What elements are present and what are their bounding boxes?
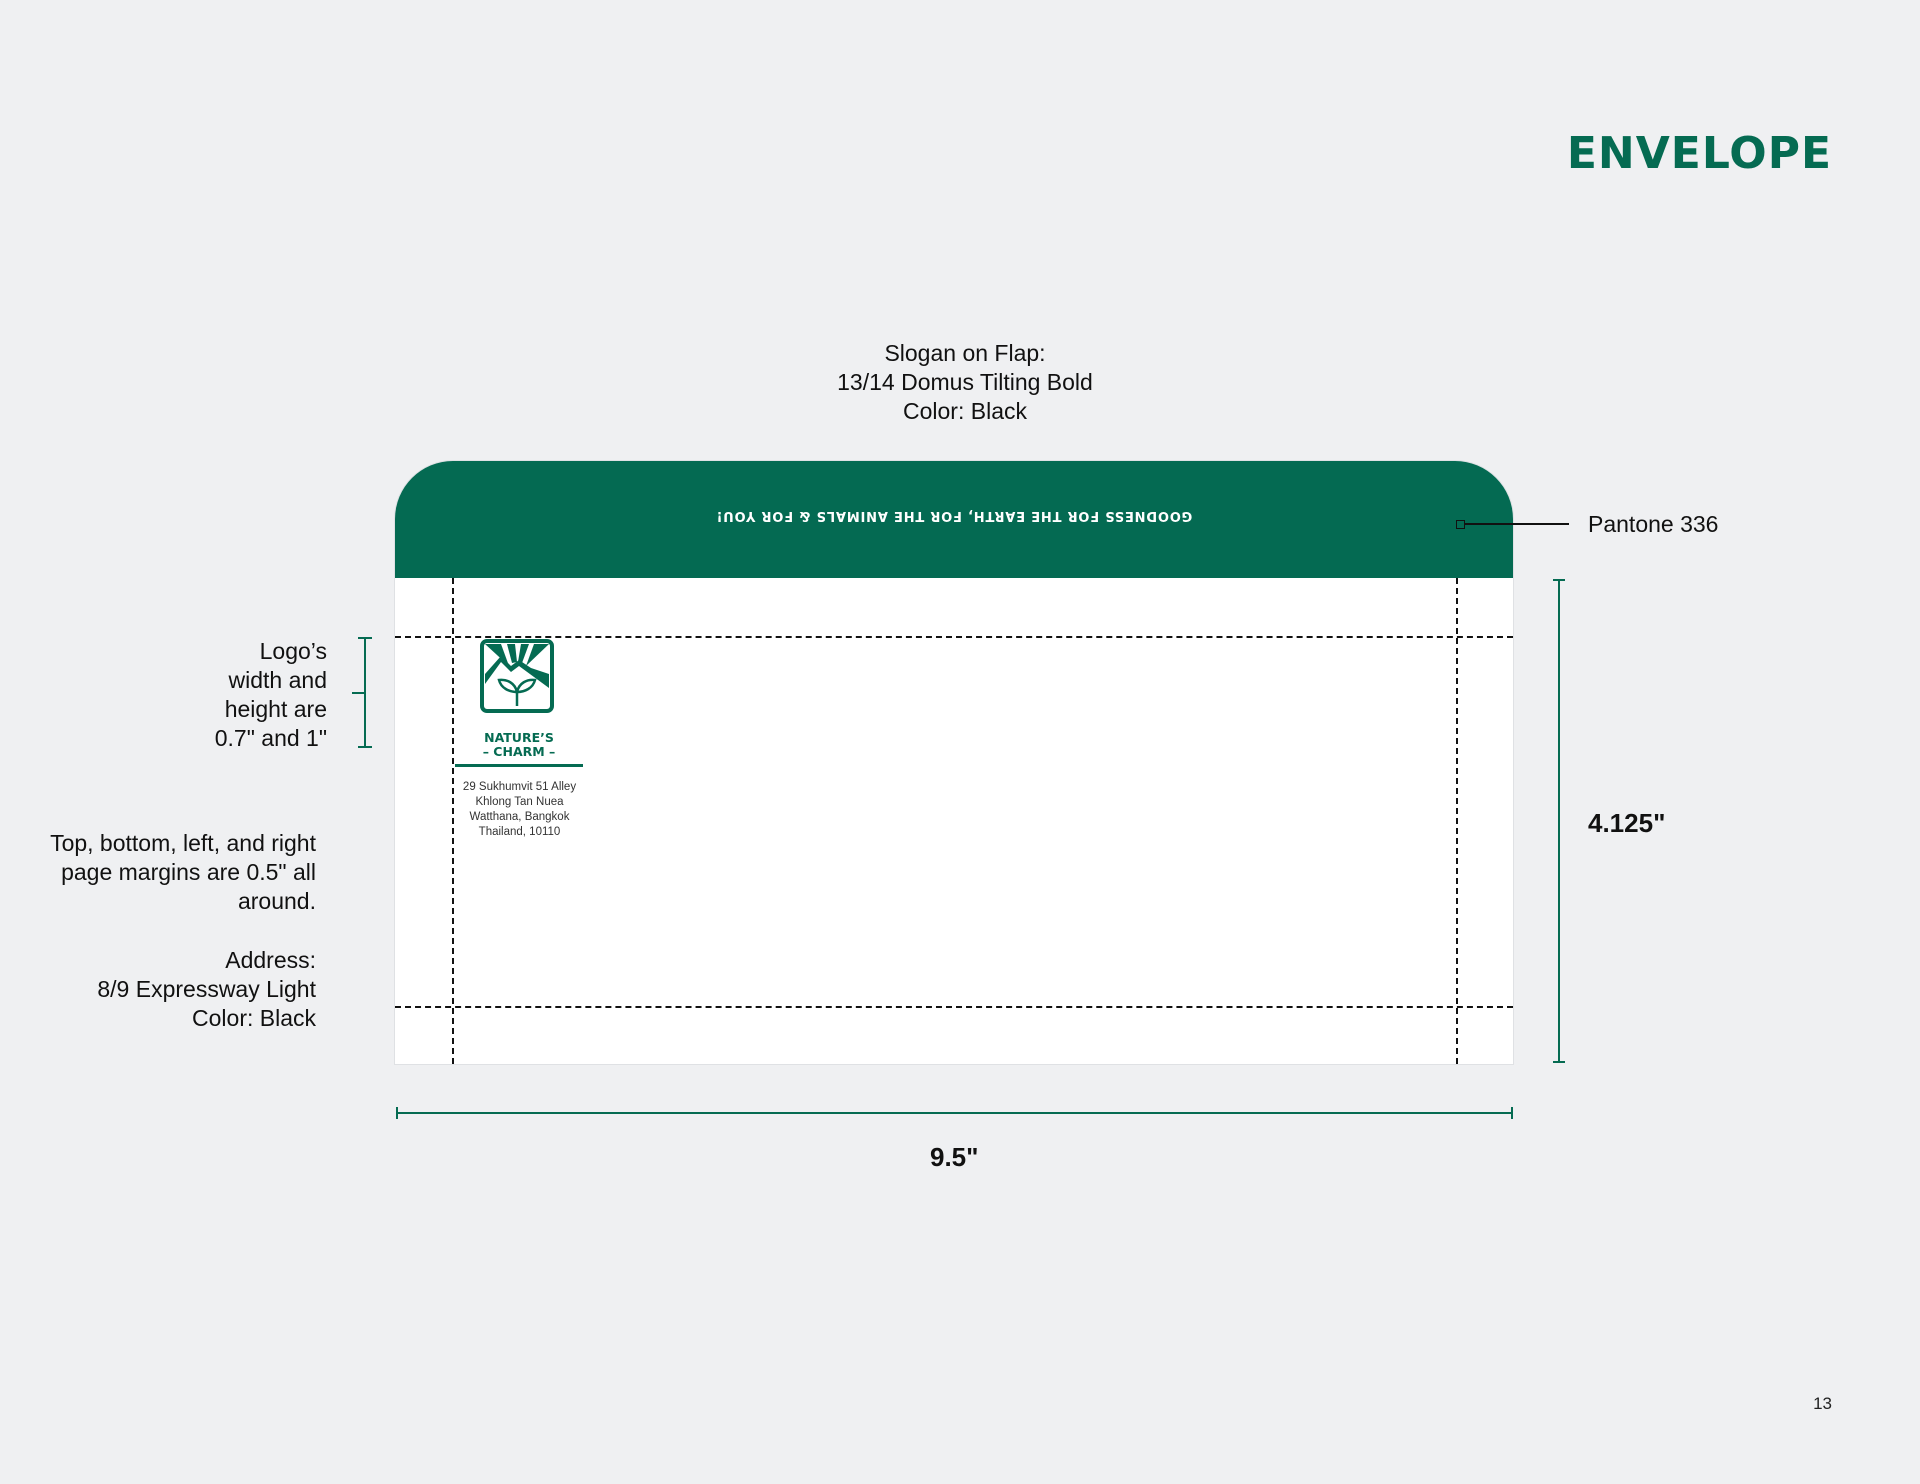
margin-note-line: around. [237, 888, 316, 914]
address-spec-note [97, 946, 316, 1033]
logo-bracket-line [364, 637, 366, 748]
margin-note-line: page margins are 0.5" all [61, 859, 316, 885]
height-dimension-cap [1553, 579, 1565, 581]
slogan-note-line: 13/14 Domus Tilting Bold [837, 369, 1093, 395]
return-address [447, 780, 592, 840]
top-margin-guide [395, 636, 1513, 638]
width-dimension-cap [396, 1107, 398, 1119]
address-note-line: Address: [225, 947, 316, 973]
page-title: ENVELOPE [1566, 128, 1832, 179]
logo-note-line: 0.7" and 1" [214, 725, 327, 751]
logo-bracket-cap [358, 637, 372, 639]
width-dimension-cap [1511, 1107, 1513, 1119]
height-dimension-cap [1553, 1061, 1565, 1063]
logo-note-line: Logo’s [259, 638, 327, 664]
bottom-margin-guide [395, 1006, 1513, 1008]
margin-note-line: Top, bottom, left, and right [50, 830, 316, 856]
address-line: Watthana, Bangkok [469, 811, 570, 823]
page-number: 13 [1813, 1394, 1832, 1413]
height-dimension-label: 4.125" [1588, 808, 1666, 838]
logo-bracket-cap [358, 746, 372, 748]
logo-name-line: NATURE’S [484, 730, 554, 745]
address-line: 29 Sukhumvit 51 Alley [462, 781, 577, 793]
pantone-marker [1456, 520, 1465, 529]
mountain-sun-sprout-icon [479, 638, 555, 714]
logo-bracket-tick [352, 692, 364, 694]
slogan-note-line: Slogan on Flap: [884, 340, 1046, 366]
logo-name-line: – CHARM – [482, 744, 556, 759]
slogan-spec-note [765, 339, 1165, 426]
logo-wordmark [479, 731, 559, 759]
logo-size-note [215, 637, 327, 753]
brand-logo [479, 638, 559, 759]
width-dimension-line [396, 1112, 1513, 1114]
pantone-leader-line [1465, 523, 1569, 525]
width-dimension-label: 9.5" [930, 1142, 979, 1172]
address-line: Thailand, 10110 [478, 826, 561, 838]
logo-underline [455, 764, 583, 767]
address-note-line: 8/9 Expressway Light [97, 976, 316, 1002]
address-note-line: Color: Black [192, 1005, 316, 1031]
height-dimension-line [1558, 579, 1560, 1063]
margin-spec-note [50, 829, 316, 916]
slogan-note-line: Color: Black [903, 398, 1027, 424]
flap-slogan: GOODNESS FOR THE EARTH, FOR THE ANIMALS & FOR YOU! [715, 508, 1193, 523]
logo-note-line: width and [228, 667, 327, 693]
right-margin-guide [1456, 578, 1458, 1064]
logo-note-line: height are [224, 696, 327, 722]
address-line: Khlong Tan Nuea [475, 796, 564, 808]
pantone-label: Pantone 336 [1588, 511, 1719, 537]
